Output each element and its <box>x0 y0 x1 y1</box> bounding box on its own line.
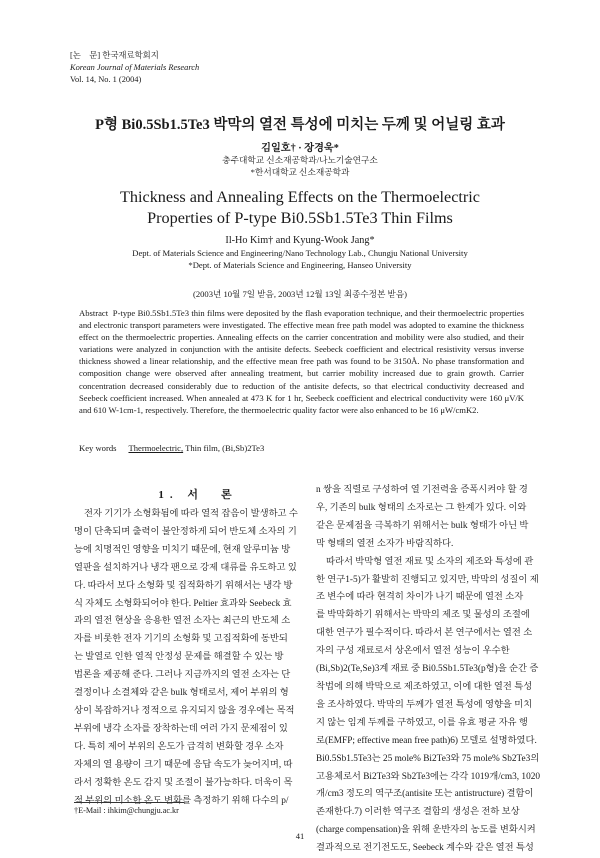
body-text-line: 적 부위의 미소한 온도 변화를 측정하기 위해 다수의 p/ <box>74 795 289 806</box>
received-dates: (2003년 10월 7일 받음, 2003년 12월 13일 최종수정본 받음) <box>192 289 408 299</box>
korean-affiliations <box>0 154 600 178</box>
body-text-line: 능에 치명적인 영향을 미치기 때문에, 현재 알루미늄 방 <box>74 544 291 555</box>
body-text-line: 다. 특히 제어 부위의 온도가 급격히 변화할 경우 소자 <box>74 741 284 752</box>
english-title-line1: Thickness and Annealing Effects on the Thermoelectric <box>120 188 480 206</box>
body-text-line: 같은 문제점을 극복하기 위해서는 bulk 형태가 아닌 박 <box>316 520 529 531</box>
body-text-line: 부위에 냉각 소자를 장착하는데 여러 가지 문제점이 있 <box>74 723 288 734</box>
korean-affiliation-2: *한서대학교 신소재공학과 <box>250 167 350 177</box>
body-text-line: 한 연구1-5)가 활발히 진행되고 있지만, 박막의 성질이 제 <box>316 574 539 585</box>
section-heading-introduction: 1. 서 론 <box>158 489 238 501</box>
korean-authors: 김일호† · 장경욱* <box>261 143 339 154</box>
body-text-line: 개/cm3 정도의 역구조(antisite 또는 antistructure) 결함이 <box>316 789 534 800</box>
english-authors: Il-Ho Kim† and Kyung-Wook Jang* <box>225 235 375 246</box>
body-text-line: 따라서 박막형 열전 재료 및 소자의 제조와 특성에 관 <box>326 556 534 567</box>
body-text-line: 막 형태의 열전 소자가 바람직하다. <box>316 538 454 549</box>
english-affiliations <box>0 248 600 271</box>
keyword-3: (Bi,Sb)2Te3 <box>222 443 265 453</box>
keywords-label: Key words <box>79 443 117 453</box>
journal-header-line3: Vol. 14, No. 1 (2004) <box>70 75 142 84</box>
body-text-line: 로(EMFP; effective mean free path)6) 모델로 설명하였다. <box>316 735 537 746</box>
english-affiliation-1: Dept. of Materials Science and Engineering/Nano Technology Lab., Chungju National University <box>132 248 468 258</box>
body-text-line: 법론을 제공해 준다. 그러나 지금까지의 열전 소자는 단 <box>74 670 291 681</box>
abstract <box>79 307 524 416</box>
body-text-line: n 쌍을 직렬로 구성하여 열 기전력을 증폭시켜야 할 경 <box>316 485 528 495</box>
body-text-line: 열판을 설치하거나 냉각 팬으로 강제 대류를 유도하고 있 <box>74 562 297 573</box>
journal-header-line2: Korean Journal of Materials Research <box>70 63 200 72</box>
body-text-line: 자를 비롯한 전자 기기의 소형화 및 고집적화에 동반되 <box>74 634 288 645</box>
body-text-line: (Bi,Sb)2(Te,Se)3계 재료 중 Bi0.5Sb1.5Te3(p형)을 순간 증 <box>316 664 539 675</box>
journal-header <box>70 50 199 86</box>
body-text-line: 을 조사하였다. 박막의 두께가 열전 특성에 영향을 미치 <box>316 699 533 710</box>
body-text-line: 결정이나 소결체와 같은 bulk 형태로서, 제어 부위의 형 <box>74 688 289 699</box>
keyword-2: Thin film, <box>185 443 220 453</box>
body-text-line: 자의 구성 재료로서 상온에서 열전 성능이 우수한 <box>316 646 510 657</box>
body-text-line: 전자 기기가 소형화됨에 따라 열적 잡음이 발생하고 수 <box>84 509 298 519</box>
body-text-line: 상이 복잡하거나 정적으로 유지되지 않을 경우에는 목적 <box>74 705 295 716</box>
keywords <box>79 443 264 453</box>
body-text-line: (charge compensation)을 위해 운반자의 농도를 변화시켜 <box>316 825 536 836</box>
korean-title: P형 Bi0.5Sb1.5Te3 박막의 열전 특성에 미치는 두께 및 어닐링 효과 <box>95 117 505 133</box>
body-text-line: 를 박막화하기 위해서는 박막의 제조 및 물성의 조절에 <box>316 610 530 621</box>
english-title <box>0 187 600 229</box>
body-text-line: 명이 단축되며 출력이 불안정하게 되어 반도체 소자의 기 <box>74 526 297 537</box>
page-number: 41 <box>295 831 305 841</box>
body-text-line: Bi0.5Sb1.5Te3는 25 mole% Bi2Te3와 75 mole% Sb2Te3의 <box>316 753 540 764</box>
footnote-rule <box>74 802 184 803</box>
abstract-text: P-type Bi0.5Sb1.5Te3 thin films were deposited by the flash evaporation technique, and their thermoelectric properties and electronic transport parameters were investigated. The effective mean free path model was adopted to examine the thickness effect on the thermoelectric properties. Annealing effects on the carrier concentration and mobility were also studied, and their variations were analyzed in conjunction with the antisite defects. Seebeck coefficient and electrical resistivity versus inverse thickness showed a linear relationship, and the effective mean free path was found to be 3150Å. No phase transformation and composition change were observed after annealing treatment, but carrier mobility increased due to grain growth. Carrier concentration decreased considerably due to reduction of the antisite defects, so that electrical conductivity decreased and Seebeck coefficient increased. When annealed at 473 K for 1 hr, Seebeck coefficient and electrical conductivity were 160 μV/K and 610 W-1cm-1, respectively. Therefore, the thermoelectric quality factor were also enhanced to be 16 μW/cmK2. <box>79 308 525 415</box>
body-text-line: 자체의 열 용량이 크기 때문에 응답 속도가 늦어지며, 따 <box>74 759 293 770</box>
body-text-line: 고용체로서 Bi2Te3와 Sb2Te3에는 각각 1019개/cm3, 1020 <box>316 771 541 782</box>
body-text-line: 착법에 의해 박막으로 제조하였고, 이에 대한 열전 특성 <box>316 681 533 692</box>
abstract-label: Abstract <box>79 308 109 318</box>
body-text-line: 라서 정확한 온도 감지 및 조절이 불가능하다. 더욱이 목 <box>74 777 293 788</box>
body-text-line: 지 않는 임계 두께를 구하였고, 이를 유효 평균 자유 행 <box>316 717 528 728</box>
korean-affiliation-1: 충주대학교 신소재공학과/나노기술연구소 <box>222 155 378 165</box>
body-text-line: 과의 열전 현상을 응용한 열전 소자는 최근의 반도체 소 <box>74 616 291 627</box>
body-text-line: 다. 따라서 보다 소형화 및 집적화하기 위해서는 냉각 방 <box>74 580 293 591</box>
body-text-line: 존재한다.7) 이러한 역구조 결함의 생성은 전하 보상 <box>316 807 520 818</box>
body-text-line: 식 자체도 소형화되어야 한다. Peltier 효과와 Seebeck 효 <box>74 598 292 609</box>
body-text-line: 결과적으로 전기전도도, Seebeck 계수와 같은 열전 특성 <box>316 843 534 854</box>
keyword-1: Thermoelectric, <box>128 443 184 453</box>
journal-header-line1: [논 문] 한국재료학회지 <box>70 51 159 60</box>
english-affiliation-2: *Dept. of Materials Science and Engineering, Hanseo University <box>188 259 412 270</box>
body-text-line: 우, 기존의 bulk 형태의 소자로는 그 한계가 있다. 이와 <box>316 502 527 513</box>
footnote-email: †E-Mail : ihkim@chungju.ac.kr <box>74 806 179 815</box>
english-title-line2: Properties of P-type Bi0.5Sb1.5Te3 Thin Films <box>147 209 453 227</box>
body-text-line: 는 발열로 인한 열적 안정성 문제를 해결할 수 있는 방 <box>74 652 284 663</box>
body-column-right <box>316 482 572 858</box>
body-text-line: 대한 연구가 필수적이다. 따라서 본 연구에서는 열전 소 <box>316 628 533 639</box>
body-column-left <box>74 506 328 810</box>
body-text-line: 조 변수에 따라 현격히 차이가 나기 때문에 열전 소자 <box>316 592 524 603</box>
